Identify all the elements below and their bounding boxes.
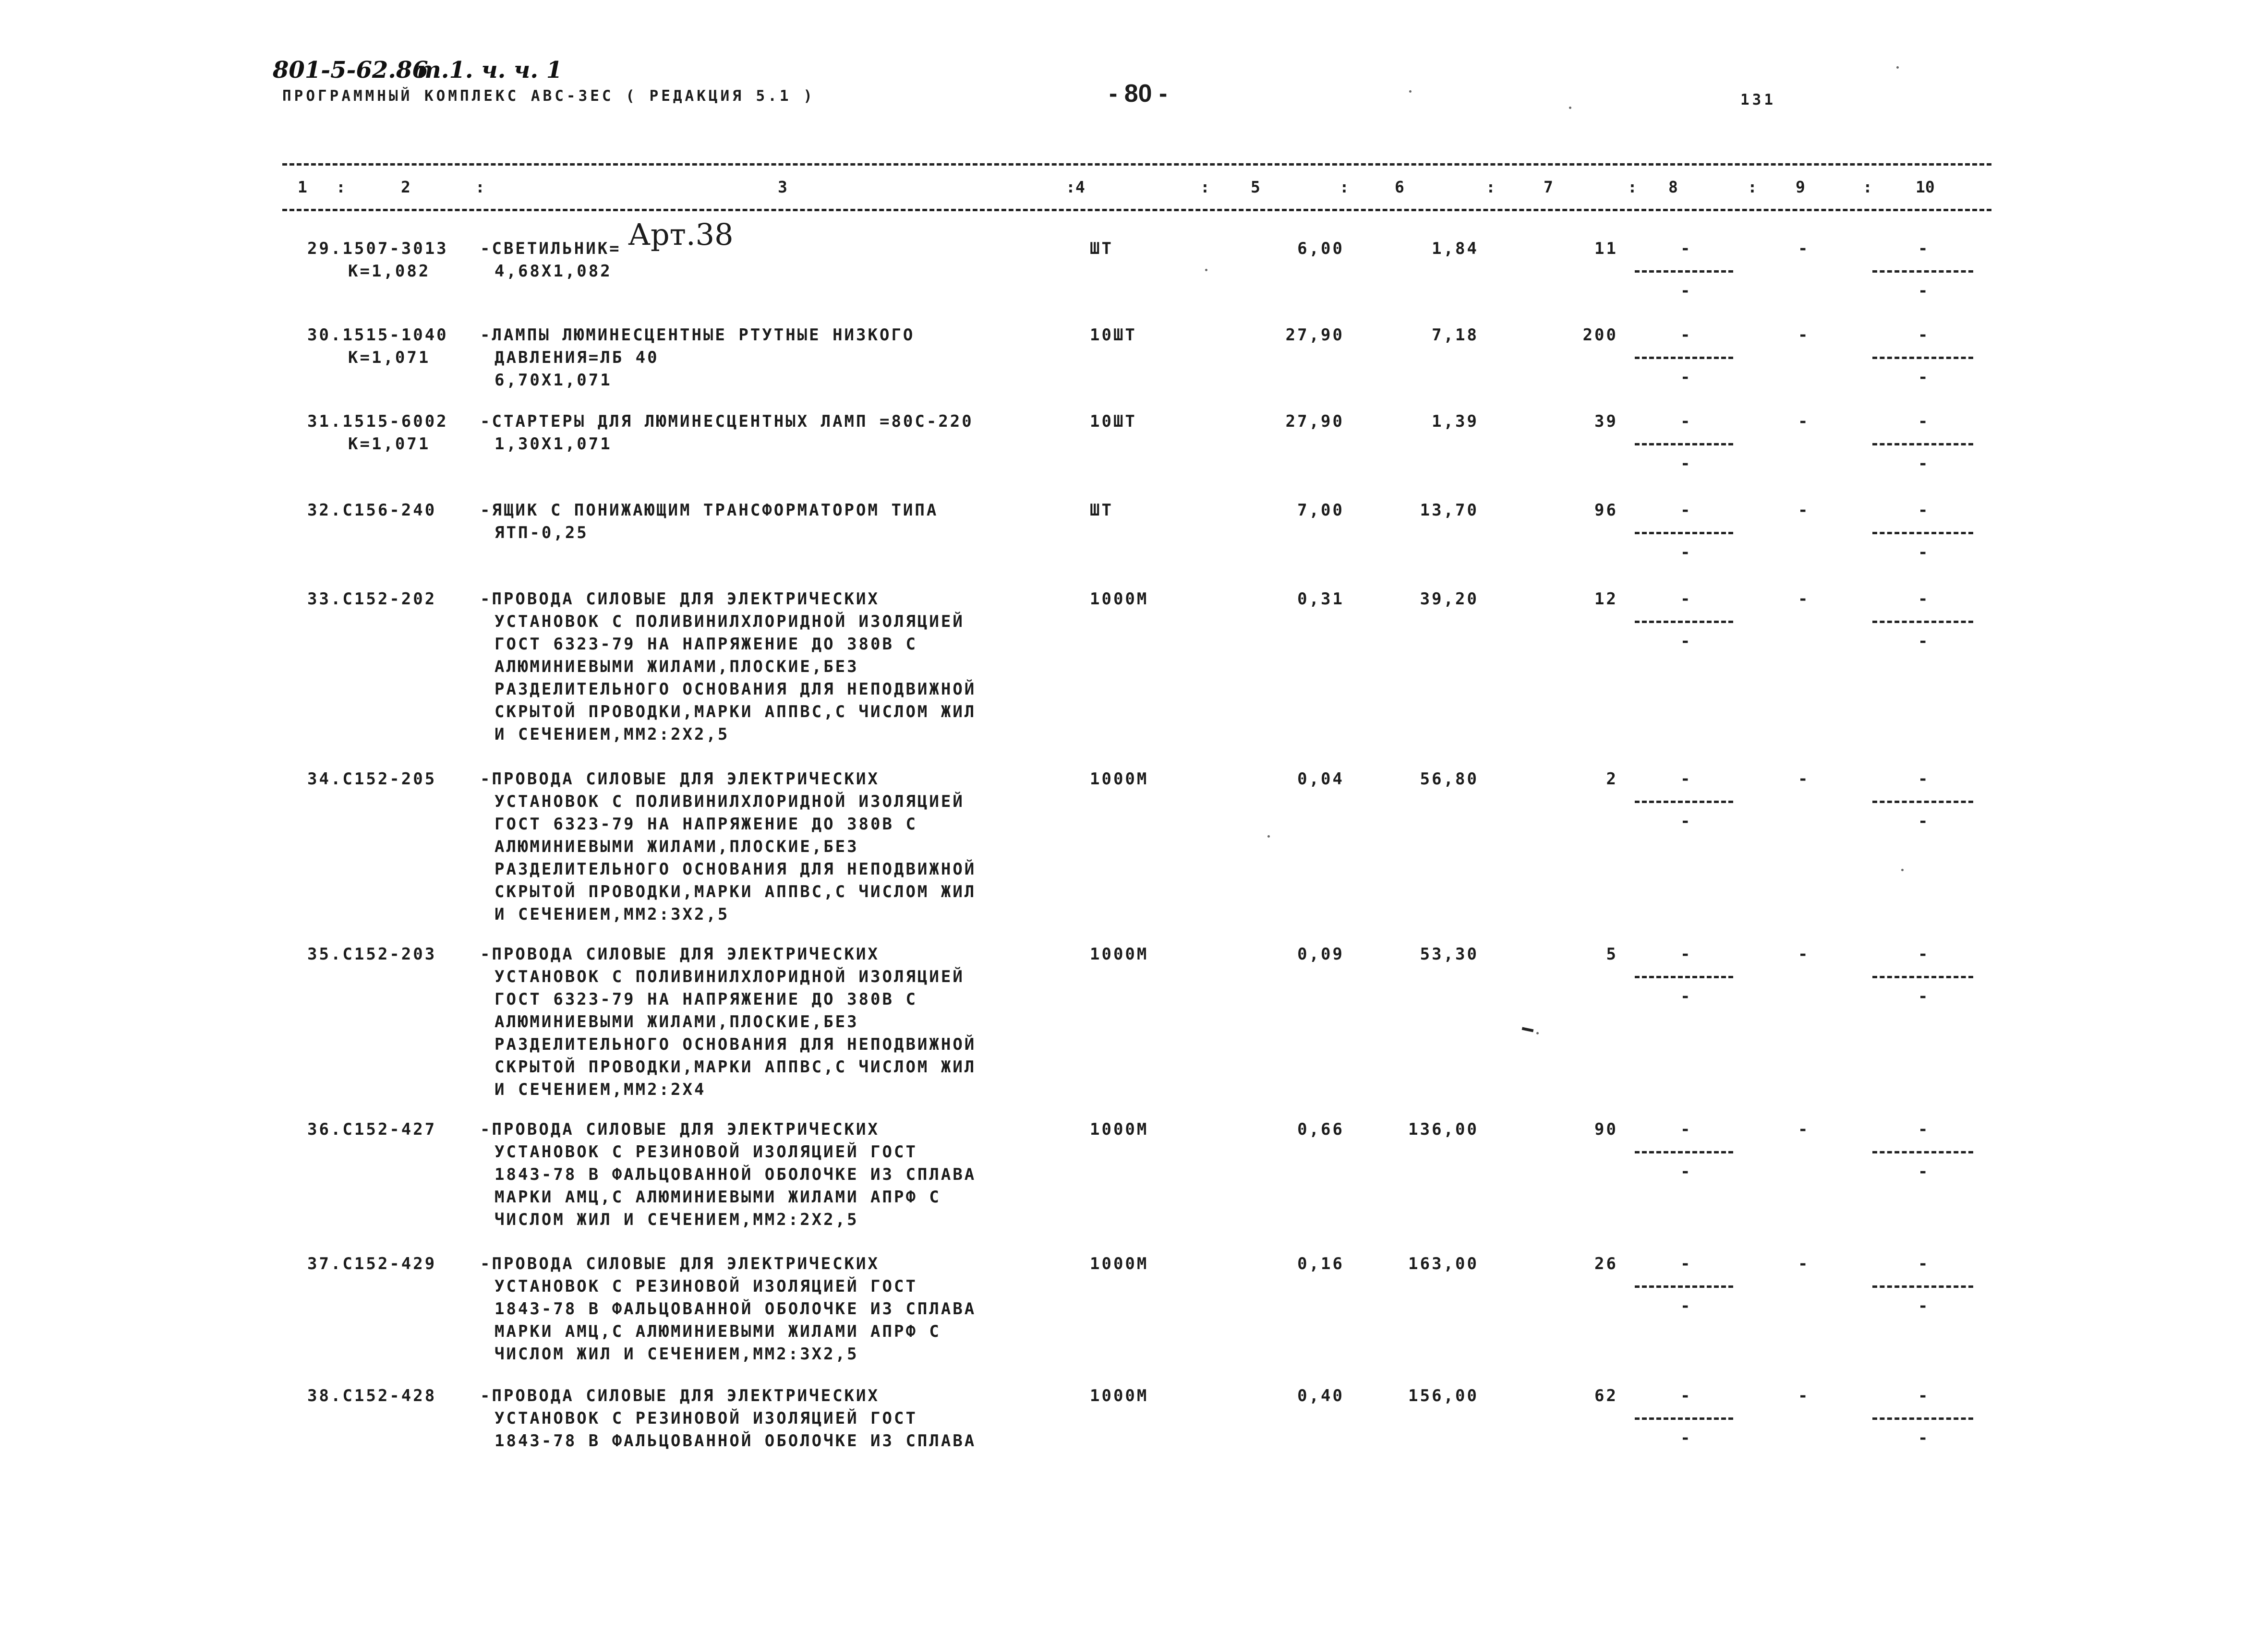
- table-header-rule: [282, 209, 1991, 211]
- row-description-line: УСТАНОВОК С РЕЗИНОВОЙ ИЗОЛЯЦИЕЙ ГОСТ: [495, 1277, 917, 1296]
- row-quantity: 7,00: [1297, 501, 1344, 520]
- row-unit: 1000М: [1090, 1386, 1149, 1405]
- row-col10-rule: [1872, 801, 1973, 803]
- column-number-10: 10: [1916, 178, 1935, 196]
- row-col8-rule: [1635, 357, 1733, 359]
- row-description-line: -СТАРТЕРЫ ДЛЯ ЛЮМИНЕСЦЕНТНЫХ ЛАМП =80С-220: [480, 412, 974, 431]
- row-description-line: 1843-78 В ФАЛЬЦОВАННОЙ ОБОЛОЧКЕ ИЗ СПЛАВА: [495, 1165, 977, 1184]
- row-quantity: 0,16: [1297, 1254, 1344, 1273]
- row-total: 11: [1594, 239, 1618, 258]
- row-description-line: -СВЕТИЛЬНИК=: [480, 239, 621, 258]
- row-description-line: -ЛАМПЫ ЛЮМИНЕСЦЕНТНЫЕ РТУТНЫЕ НИЗКОГО: [480, 325, 915, 345]
- row-description-line: СКРЫТОЙ ПРОВОДКИ,МАРКИ АППВС,С ЧИСЛОМ ЖИЛ: [495, 882, 977, 901]
- column-number-1: 1: [298, 178, 307, 196]
- row-col9: -: [1798, 769, 1810, 789]
- sheet-number: 131: [1740, 91, 1776, 108]
- row-col9: -: [1798, 1386, 1810, 1405]
- row-code: 30.1515-1040: [307, 325, 448, 345]
- row-col8-rule: [1635, 976, 1733, 978]
- scan-speck: [1267, 835, 1270, 838]
- row-description-line: УСТАНОВОК С ПОЛИВИНИЛХЛОРИДНОЙ ИЗОЛЯЦИЕЙ: [495, 967, 965, 986]
- row-quantity: 0,40: [1297, 1386, 1344, 1405]
- row-unit-price: 1,84: [1432, 239, 1479, 258]
- row-unit-price: 7,18: [1432, 325, 1479, 345]
- row-description-line: ГОСТ 6323-79 НА НАПРЯЖЕНИЕ ДО 380В С: [495, 990, 917, 1009]
- row-coefficient: К=1,071: [348, 348, 431, 367]
- row-col8-rule: [1635, 1151, 1733, 1153]
- column-separator: :: [1486, 178, 1496, 196]
- row-description-line: И СЕЧЕНИЕМ,ММ2:3Х2,5: [495, 905, 730, 924]
- row-col10-rule: [1872, 1417, 1973, 1420]
- row-col8-bottom: -: [1680, 454, 1692, 473]
- row-col8-bottom: -: [1680, 543, 1692, 562]
- row-description-line: ГОСТ 6323-79 НА НАПРЯЖЕНИЕ ДО 380В С: [495, 815, 917, 834]
- row-col8-bottom: -: [1680, 281, 1692, 300]
- row-code: 32.С156-240: [307, 501, 437, 520]
- row-col10-rule: [1872, 270, 1973, 273]
- row-col10-bottom: -: [1918, 1162, 1930, 1181]
- column-separator: :: [1628, 178, 1637, 196]
- row-description-line: СКРЫТОЙ ПРОВОДКИ,МАРКИ АППВС,С ЧИСЛОМ ЖИЛ: [495, 1057, 977, 1077]
- row-col10-rule: [1872, 357, 1973, 359]
- row-col10-bottom: -: [1918, 1296, 1930, 1316]
- row-code: 35.С152-203: [307, 945, 437, 964]
- row-unit: 1000М: [1090, 945, 1149, 964]
- row-description-line: -ПРОВОДА СИЛОВЫЕ ДЛЯ ЭЛЕКТРИЧЕСКИХ: [480, 945, 880, 964]
- row-description-line: РАЗДЕЛИТЕЛЬНОГО ОСНОВАНИЯ ДЛЯ НЕПОДВИЖНОЙ: [495, 1035, 977, 1054]
- table-top-rule: [282, 163, 1991, 166]
- row-code: 31.1515-6002: [307, 412, 448, 431]
- scan-speck: [1896, 66, 1899, 69]
- row-description-line: ГОСТ 6323-79 НА НАПРЯЖЕНИЕ ДО 380В С: [495, 635, 917, 654]
- row-col8-top: -: [1680, 239, 1692, 258]
- column-number-7: 7: [1544, 178, 1553, 196]
- row-description-line: МАРКИ АМЦ,С АЛЮМИНИЕВЫМИ ЖИЛАМИ АПРФ С: [495, 1188, 941, 1207]
- row-col8-rule: [1635, 270, 1733, 273]
- row-description-line: ЧИСЛОМ ЖИЛ И СЕЧЕНИЕМ,ММ2:2Х2,5: [495, 1210, 859, 1229]
- column-number-5: 5: [1251, 178, 1260, 196]
- row-description-line: РАЗДЕЛИТЕЛЬНОГО ОСНОВАНИЯ ДЛЯ НЕПОДВИЖНОЙ: [495, 860, 977, 879]
- row-total: 90: [1594, 1120, 1618, 1139]
- row-col8-bottom: -: [1680, 1162, 1692, 1181]
- row-total: 12: [1594, 589, 1618, 609]
- row-quantity: 27,90: [1285, 325, 1344, 345]
- row-col10-bottom: -: [1918, 632, 1930, 651]
- row-description-line: УСТАНОВОК С ПОЛИВИНИЛХЛОРИДНОЙ ИЗОЛЯЦИЕЙ: [495, 612, 965, 631]
- row-description-line: -ЯЩИК С ПОНИЖАЮЩИМ ТРАНСФОРМАТОРОМ ТИПА: [480, 501, 939, 520]
- row-description-line: -ПРОВОДА СИЛОВЫЕ ДЛЯ ЭЛЕКТРИЧЕСКИХ: [480, 1386, 880, 1405]
- row-description-line: 4,68Х1,082: [495, 262, 612, 281]
- row-quantity: 6,00: [1297, 239, 1344, 258]
- row-col9: -: [1798, 239, 1810, 258]
- column-separator: :: [1200, 178, 1210, 196]
- row-description-line: УСТАНОВОК С ПОЛИВИНИЛХЛОРИДНОЙ ИЗОЛЯЦИЕЙ: [495, 792, 965, 811]
- row-description-line: УСТАНОВОК С РЕЗИНОВОЙ ИЗОЛЯЦИЕЙ ГОСТ: [495, 1409, 917, 1428]
- row-col10-top: -: [1918, 501, 1930, 520]
- scan-stroke: [1522, 1027, 1534, 1032]
- row-description-line: АЛЮМИНИЕВЫМИ ЖИЛАМИ,ПЛОСКИЕ,БЕЗ: [495, 657, 859, 676]
- row-col10-top: -: [1918, 412, 1930, 431]
- column-number-3: 3: [778, 178, 787, 196]
- row-col8-bottom: -: [1680, 812, 1692, 831]
- column-number-4: 4: [1075, 178, 1085, 196]
- row-col8-bottom: -: [1680, 1428, 1692, 1448]
- row-code: 34.С152-205: [307, 769, 437, 789]
- page-number: - 80 -: [1109, 80, 1168, 108]
- row-description-line: 1843-78 В ФАЛЬЦОВАННОЙ ОБОЛОЧКЕ ИЗ СПЛАВА: [495, 1431, 977, 1451]
- column-number-6: 6: [1395, 178, 1404, 196]
- row-unit-price: 163,00: [1408, 1254, 1479, 1273]
- row-col8-rule: [1635, 621, 1733, 623]
- row-col10-bottom: -: [1918, 281, 1930, 300]
- row-col10-rule: [1872, 1151, 1973, 1153]
- row-col10-rule: [1872, 1285, 1973, 1288]
- row-code: 37.С152-429: [307, 1254, 437, 1273]
- handwritten-annotation: Арт.38: [628, 217, 734, 252]
- row-code: 29.1507-3013: [307, 239, 448, 258]
- program-line: ПРОГРАММНЫЙ КОМПЛЕКС АВС-3ЕС ( РЕДАКЦИЯ 5.1 ): [282, 87, 815, 105]
- row-description-line: УСТАНОВОК С РЕЗИНОВОЙ ИЗОЛЯЦИЕЙ ГОСТ: [495, 1142, 917, 1162]
- column-separator: :: [1066, 178, 1075, 196]
- column-separator: :: [1748, 178, 1757, 196]
- row-total: 26: [1594, 1254, 1618, 1273]
- column-separator: :: [475, 178, 485, 196]
- row-quantity: 0,31: [1297, 589, 1344, 609]
- row-description-line: -ПРОВОДА СИЛОВЫЕ ДЛЯ ЭЛЕКТРИЧЕСКИХ: [480, 589, 880, 609]
- scan-speck: [1205, 269, 1207, 271]
- row-col8-top: -: [1680, 769, 1692, 789]
- column-number-9: 9: [1796, 178, 1805, 196]
- row-col8-bottom: -: [1680, 1296, 1692, 1316]
- row-col10-top: -: [1918, 769, 1930, 789]
- row-col8-top: -: [1680, 412, 1692, 431]
- row-col8-rule: [1635, 1285, 1733, 1288]
- row-col10-rule: [1872, 621, 1973, 623]
- row-col8-rule: [1635, 443, 1733, 445]
- row-description-line: ДАВЛЕНИЯ=ЛБ 40: [495, 348, 659, 367]
- column-separator: :: [1863, 178, 1872, 196]
- row-unit: 1000М: [1090, 589, 1149, 609]
- scan-speck: [1536, 1032, 1539, 1034]
- row-col10-top: -: [1918, 1254, 1930, 1273]
- scan-speck: [1569, 107, 1571, 109]
- row-code: 38.С152-428: [307, 1386, 437, 1405]
- row-col8-top: -: [1680, 1254, 1692, 1273]
- row-col8-top: -: [1680, 1386, 1692, 1405]
- row-unit-price: 136,00: [1408, 1120, 1479, 1139]
- scan-speck: [1409, 90, 1411, 93]
- row-description-line: АЛЮМИНИЕВЫМИ ЖИЛАМИ,ПЛОСКИЕ,БЕЗ: [495, 1012, 859, 1032]
- row-unit: ШТ: [1090, 501, 1113, 520]
- row-description-line: -ПРОВОДА СИЛОВЫЕ ДЛЯ ЭЛЕКТРИЧЕСКИХ: [480, 769, 880, 789]
- row-col10-bottom: -: [1918, 812, 1930, 831]
- row-description-line: МАРКИ АМЦ,С АЛЮМИНИЕВЫМИ ЖИЛАМИ АПРФ С: [495, 1322, 941, 1341]
- row-col10-rule: [1872, 532, 1973, 534]
- row-unit-price: 53,30: [1420, 945, 1479, 964]
- row-unit: ШТ: [1090, 239, 1113, 258]
- row-quantity: 0,04: [1297, 769, 1344, 789]
- row-total: 200: [1582, 325, 1618, 345]
- row-col10-rule: [1872, 443, 1973, 445]
- row-description-line: ЧИСЛОМ ЖИЛ И СЕЧЕНИЕМ,ММ2:3Х2,5: [495, 1344, 859, 1364]
- row-col8-bottom: -: [1680, 632, 1692, 651]
- row-col10-bottom: -: [1918, 543, 1930, 562]
- handwritten-note: т.1. ч. ч. 1: [417, 57, 563, 84]
- row-col10-top: -: [1918, 1120, 1930, 1139]
- row-col9: -: [1798, 945, 1810, 964]
- row-col8-top: -: [1680, 325, 1692, 345]
- row-unit-price: 156,00: [1408, 1386, 1479, 1405]
- row-col10-top: -: [1918, 945, 1930, 964]
- row-col10-bottom: -: [1918, 1428, 1930, 1448]
- row-description-line: 6,70Х1,071: [495, 371, 612, 390]
- row-col9: -: [1798, 589, 1810, 609]
- row-total: 2: [1606, 769, 1618, 789]
- row-total: 39: [1594, 412, 1618, 431]
- row-unit: 10ШТ: [1090, 325, 1137, 345]
- row-description-line: ЯТП-0,25: [495, 523, 589, 542]
- row-col10-top: -: [1918, 589, 1930, 609]
- row-coefficient: К=1,071: [348, 434, 431, 454]
- row-col10-top: -: [1918, 1386, 1930, 1405]
- row-unit-price: 56,80: [1420, 769, 1479, 789]
- row-col8-rule: [1635, 1417, 1733, 1420]
- row-description-line: И СЕЧЕНИЕМ,ММ2:2Х2,5: [495, 725, 730, 744]
- row-description-line: АЛЮМИНИЕВЫМИ ЖИЛАМИ,ПЛОСКИЕ,БЕЗ: [495, 837, 859, 856]
- row-col8-bottom: -: [1680, 987, 1692, 1006]
- row-col9: -: [1798, 412, 1810, 431]
- row-col10-rule: [1872, 976, 1973, 978]
- row-total: 96: [1594, 501, 1618, 520]
- row-col8-top: -: [1680, 945, 1692, 964]
- row-unit-price: 13,70: [1420, 501, 1479, 520]
- row-col9: -: [1798, 325, 1810, 345]
- row-total: 62: [1594, 1386, 1618, 1405]
- row-col10-top: -: [1918, 239, 1930, 258]
- column-separator: :: [1339, 178, 1349, 196]
- row-unit: 1000М: [1090, 1254, 1149, 1273]
- row-col9: -: [1798, 1120, 1810, 1139]
- row-unit-price: 1,39: [1432, 412, 1479, 431]
- row-description-line: СКРЫТОЙ ПРОВОДКИ,МАРКИ АППВС,С ЧИСЛОМ ЖИЛ: [495, 702, 977, 721]
- row-col8-bottom: -: [1680, 368, 1692, 387]
- row-col10-bottom: -: [1918, 368, 1930, 387]
- row-description-line: И СЕЧЕНИЕМ,ММ2:2Х4: [495, 1080, 706, 1099]
- row-description-line: 1843-78 В ФАЛЬЦОВАННОЙ ОБОЛОЧКЕ ИЗ СПЛАВА: [495, 1299, 977, 1319]
- row-col8-rule: [1635, 532, 1733, 534]
- row-col8-top: -: [1680, 589, 1692, 609]
- row-col9: -: [1798, 1254, 1810, 1273]
- handwritten-code: 801-5-62.86: [273, 57, 428, 84]
- row-unit: 1000М: [1090, 769, 1149, 789]
- row-col9: -: [1798, 501, 1810, 520]
- row-quantity: 0,66: [1297, 1120, 1344, 1139]
- column-number-8: 8: [1668, 178, 1678, 196]
- row-col10-bottom: -: [1918, 987, 1930, 1006]
- row-coefficient: К=1,082: [348, 262, 431, 281]
- row-quantity: 0,09: [1297, 945, 1344, 964]
- row-unit: 10ШТ: [1090, 412, 1137, 431]
- column-number-2: 2: [401, 178, 410, 196]
- row-unit-price: 39,20: [1420, 589, 1479, 609]
- scan-speck: [1901, 869, 1904, 871]
- row-code: 36.С152-427: [307, 1120, 437, 1139]
- row-unit: 1000М: [1090, 1120, 1149, 1139]
- row-col8-rule: [1635, 801, 1733, 803]
- row-col10-bottom: -: [1918, 454, 1930, 473]
- row-description-line: -ПРОВОДА СИЛОВЫЕ ДЛЯ ЭЛЕКТРИЧЕСКИХ: [480, 1120, 880, 1139]
- row-description-line: -ПРОВОДА СИЛОВЫЕ ДЛЯ ЭЛЕКТРИЧЕСКИХ: [480, 1254, 880, 1273]
- row-col8-top: -: [1680, 1120, 1692, 1139]
- row-description-line: 1,30Х1,071: [495, 434, 612, 454]
- row-code: 33.С152-202: [307, 589, 437, 609]
- row-col8-top: -: [1680, 501, 1692, 520]
- row-quantity: 27,90: [1285, 412, 1344, 431]
- row-description-line: РАЗДЕЛИТЕЛЬНОГО ОСНОВАНИЯ ДЛЯ НЕПОДВИЖНОЙ: [495, 680, 977, 699]
- row-col10-top: -: [1918, 325, 1930, 345]
- column-separator: :: [336, 178, 346, 196]
- row-total: 5: [1606, 945, 1618, 964]
